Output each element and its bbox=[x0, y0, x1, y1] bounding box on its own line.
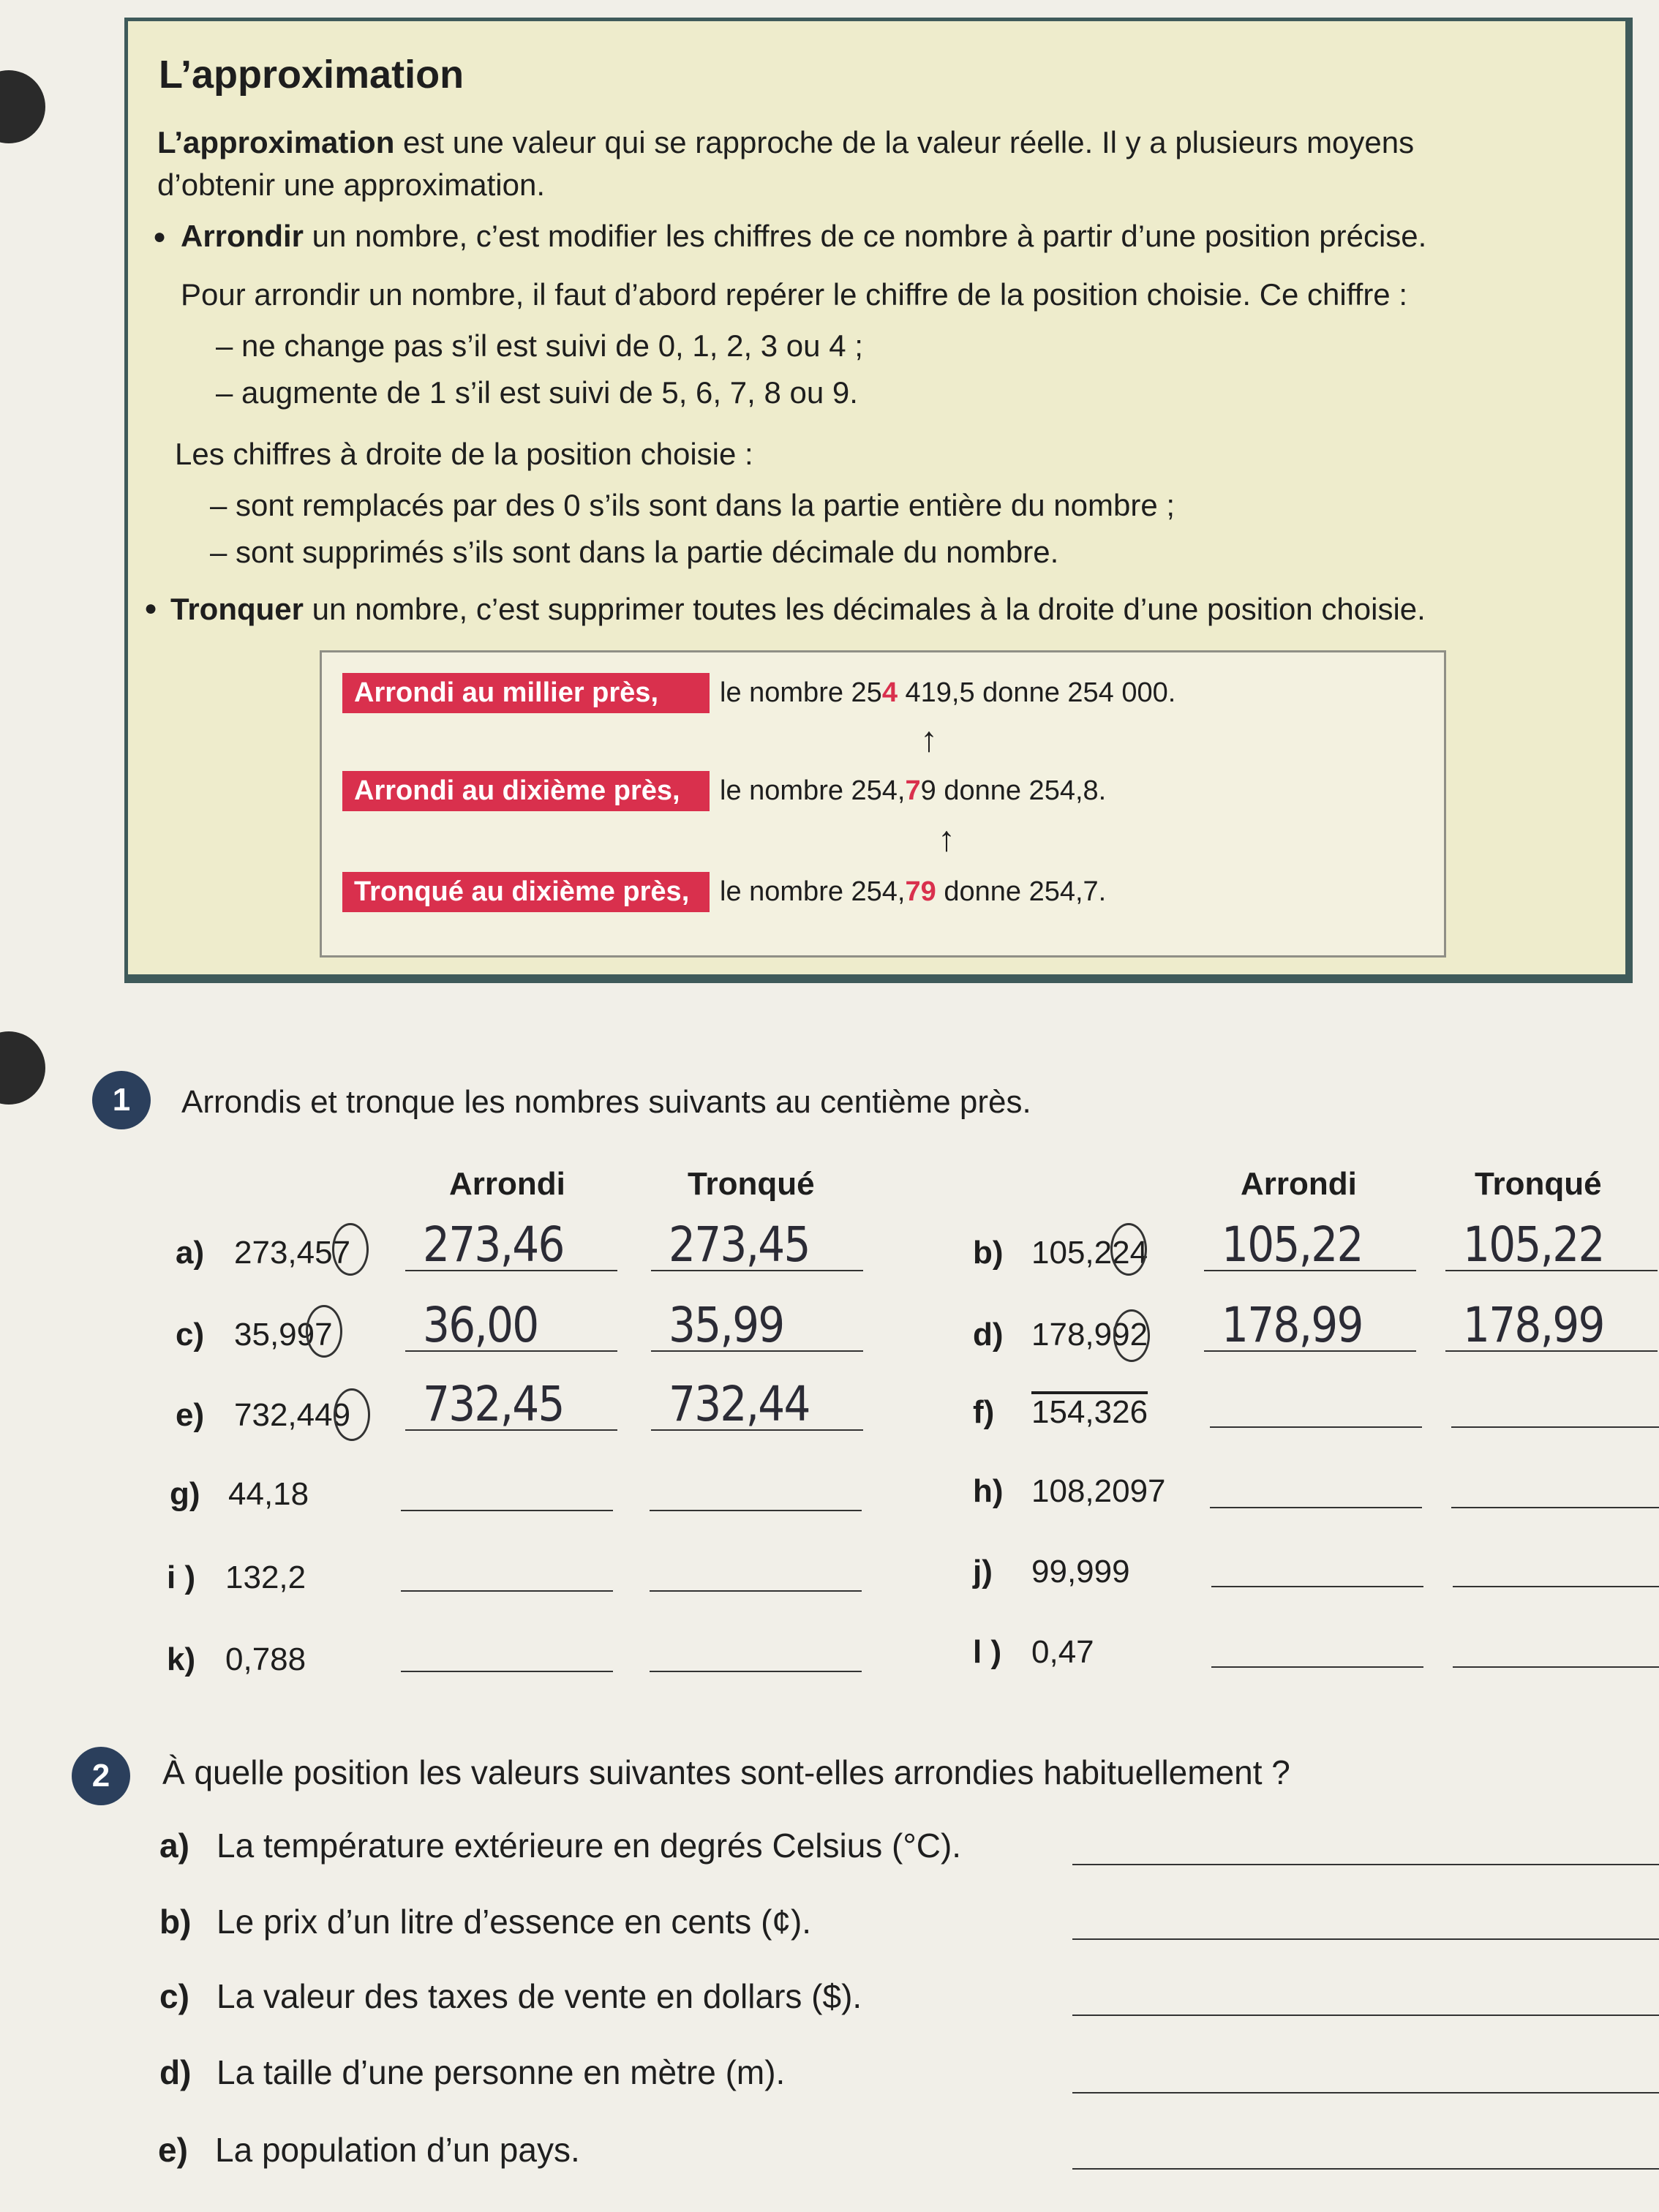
answer-arrondi-field[interactable] bbox=[401, 1463, 613, 1511]
circle-mark bbox=[1110, 1223, 1147, 1276]
answer-line-field[interactable] bbox=[1072, 2092, 1659, 2094]
question-number-badge: 2 bbox=[72, 1747, 130, 1805]
example-label: Arrondi au millier près, bbox=[342, 673, 710, 713]
circle-mark bbox=[334, 1388, 370, 1441]
question-2-item: a) La température extérieure en degrés Celsius (°C). bbox=[159, 1827, 962, 1865]
answer-arrondi-field[interactable]: 732,45 bbox=[405, 1382, 617, 1431]
exercise-item: e) 732,449 bbox=[176, 1397, 351, 1433]
example-text: le nombre 254,79 donne 254,7. bbox=[720, 876, 1107, 907]
answer-arrondi-field[interactable]: 105,22 bbox=[1204, 1223, 1416, 1271]
example-text: le nombre 254 419,5 donne 254 000. bbox=[720, 677, 1176, 708]
answer-arrondi-field[interactable] bbox=[1210, 1380, 1422, 1428]
rule-2: – augmente de 1 s’il est suivi de 5, 6, 7, 8 ou 9. bbox=[216, 375, 858, 410]
answer-tronque-field[interactable]: 35,99 bbox=[651, 1304, 863, 1352]
answer-line-field[interactable] bbox=[1072, 2168, 1659, 2170]
exercise-item: g) 44,18 bbox=[170, 1476, 309, 1512]
answer-arrondi-field[interactable]: 273,46 bbox=[405, 1223, 617, 1271]
exercise-item: d) 178,992 bbox=[973, 1317, 1148, 1353]
answer-arrondi-field[interactable] bbox=[401, 1543, 613, 1592]
exercise-item: c) 35,997 bbox=[176, 1317, 333, 1353]
answer-arrondi-field[interactable]: 36,00 bbox=[405, 1304, 617, 1352]
circle-mark bbox=[332, 1223, 369, 1276]
bullet-icon: ● bbox=[153, 225, 167, 249]
rule-4: – sont supprimés s’ils sont dans la partie décimale du nombre. bbox=[210, 535, 1059, 569]
chiffres-droite: Les chiffres à droite de la position choisie : bbox=[175, 437, 753, 471]
answer-tronque-field[interactable]: 273,45 bbox=[651, 1223, 863, 1271]
examples-box bbox=[320, 650, 1446, 958]
question-2-item: b) Le prix d’un litre d’essence en cents (¢). bbox=[159, 1903, 812, 1941]
answer-arrondi-field[interactable] bbox=[401, 1624, 613, 1672]
question-2-item: c) La valeur des taxes de vente en dollars ($). bbox=[159, 1977, 862, 2015]
tronquer-definition: Tronquer un nombre, c’est supprimer toutes les décimales à la droite d’une position choisie. bbox=[170, 592, 1426, 626]
binder-hole bbox=[0, 1031, 45, 1105]
theory-box bbox=[124, 18, 1633, 983]
binder-hole bbox=[0, 70, 45, 143]
answer-line-field[interactable] bbox=[1072, 1864, 1659, 1865]
rule-3: – sont remplacés par des 0 s’ils sont dans la partie entière du nombre ; bbox=[210, 488, 1175, 522]
arrondir-definition: Arrondir un nombre, c’est modifier les chiffres de ce nombre à partir d’une position précise. bbox=[181, 219, 1427, 253]
arrow-up-icon: ↑ bbox=[938, 820, 955, 859]
answer-arrondi-field[interactable] bbox=[1211, 1620, 1423, 1668]
answer-tronque-field[interactable] bbox=[1451, 1380, 1659, 1428]
exercise-item: b) 105,224 bbox=[973, 1235, 1148, 1271]
pour-arrondir: Pour arrondir un nombre, il faut d’abord repérer le chiffre de la position choisie. Ce chiffre : bbox=[181, 277, 1408, 312]
circle-mark bbox=[1113, 1309, 1150, 1362]
answer-tronque-field[interactable]: 732,44 bbox=[651, 1382, 863, 1431]
circle-mark bbox=[306, 1305, 342, 1358]
bullet-icon: ● bbox=[144, 596, 158, 620]
example-row bbox=[342, 872, 1106, 912]
exercise-item: j) 99,999 bbox=[973, 1554, 1130, 1590]
arrow-up-icon: ↑ bbox=[920, 721, 938, 759]
answer-arrondi-field[interactable] bbox=[1210, 1460, 1422, 1508]
example-label: Tronqué au dixième près, bbox=[342, 872, 710, 912]
example-text: le nombre 254,79 donne 254,8. bbox=[720, 775, 1107, 806]
answer-tronque-field[interactable]: 105,22 bbox=[1445, 1223, 1658, 1271]
answer-tronque-field[interactable]: 178,99 bbox=[1445, 1304, 1658, 1352]
theory-title: L’approximation bbox=[159, 53, 464, 97]
question-2-item: d) La taille d’une personne en mètre (m). bbox=[159, 2053, 786, 2091]
answer-arrondi-field[interactable] bbox=[1211, 1539, 1423, 1587]
answer-tronque-field[interactable] bbox=[1451, 1460, 1659, 1508]
rule-1: – ne change pas s’il est suivi de 0, 1, 2, 3 ou 4 ; bbox=[216, 328, 863, 363]
column-header-arrondi: Arrondi bbox=[1241, 1166, 1357, 1202]
column-header-arrondi: Arrondi bbox=[449, 1166, 565, 1202]
exercise-item: i ) 132,2 bbox=[167, 1560, 306, 1595]
answer-tronque-field[interactable] bbox=[650, 1543, 862, 1592]
intro-line-2: d’obtenir une approximation. bbox=[157, 168, 546, 202]
exercise-item: l ) 0,47 bbox=[973, 1634, 1094, 1670]
question-2-text: À quelle position les valeurs suivantes sont-elles arrondies habituellement ? bbox=[162, 1753, 1290, 1791]
exercise-item: h) 108,2097 bbox=[973, 1473, 1166, 1509]
answer-tronque-field[interactable] bbox=[650, 1463, 862, 1511]
exercise-item: a) 273,457 bbox=[176, 1235, 351, 1271]
example-label: Arrondi au dixième près, bbox=[342, 771, 710, 811]
question-2-item: e) La population d’un pays. bbox=[158, 2131, 580, 2169]
answer-tronque-field[interactable] bbox=[650, 1624, 862, 1672]
column-header-tronque: Tronqué bbox=[688, 1166, 815, 1202]
answer-tronque-field[interactable] bbox=[1453, 1539, 1659, 1587]
example-row bbox=[342, 771, 1106, 811]
exercise-item: f) 154,326 bbox=[973, 1394, 1148, 1430]
example-row bbox=[342, 673, 1175, 713]
answer-tronque-field[interactable] bbox=[1453, 1620, 1659, 1668]
exercise-item: k) 0,788 bbox=[167, 1641, 306, 1677]
intro-line: L’approximation est une valeur qui se rapproche de la valeur réelle. Il y a plusieurs moyens bbox=[157, 125, 1415, 159]
question-1-text: Arrondis et tronque les nombres suivants au centième près. bbox=[181, 1084, 1031, 1120]
column-header-tronque: Tronqué bbox=[1475, 1166, 1602, 1202]
answer-arrondi-field[interactable]: 178,99 bbox=[1204, 1304, 1416, 1352]
answer-line-field[interactable] bbox=[1072, 2014, 1659, 2016]
question-number-badge: 1 bbox=[92, 1071, 151, 1129]
answer-line-field[interactable] bbox=[1072, 1938, 1659, 1940]
